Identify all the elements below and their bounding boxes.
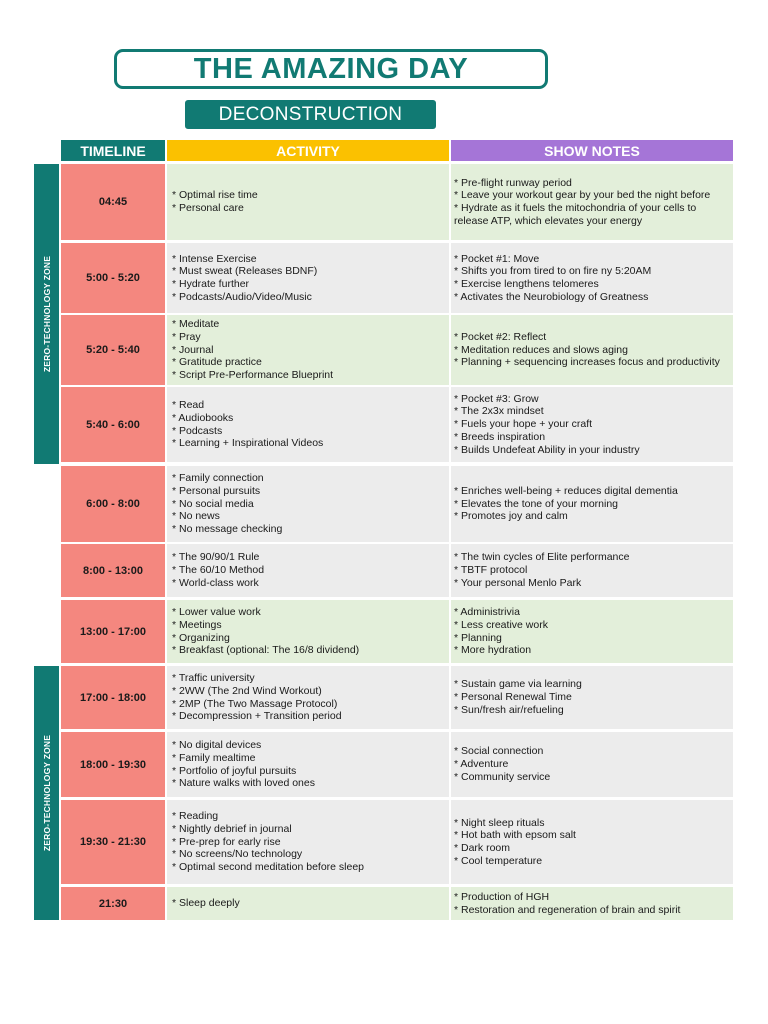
zone-bar-morning <box>34 164 59 464</box>
activity-cell <box>167 600 449 663</box>
time-cell: 6:00 - 8:00 <box>61 466 165 542</box>
activity-cell <box>167 243 449 313</box>
time-cell: 17:00 - 18:00 <box>61 666 165 729</box>
activity-item: * No screens/No technology <box>172 848 303 861</box>
activity-item: * Audiobooks <box>172 411 234 424</box>
notes-cell <box>451 732 733 797</box>
activity-item: * The 60/10 Method <box>172 564 265 577</box>
activity-item: * Read <box>172 399 205 412</box>
time-cell: 04:45 <box>61 164 165 240</box>
note-item: * Planning <box>454 631 502 644</box>
note-item: * The 2x3x mindset <box>454 405 544 418</box>
notes-lines <box>454 393 640 457</box>
time-cell: 13:00 - 17:00 <box>61 600 165 663</box>
notes-lines <box>454 551 629 589</box>
activity-item: * No news <box>172 510 220 523</box>
time-cell: 5:00 - 5:20 <box>61 243 165 313</box>
show-notes-header: SHOW NOTES <box>451 140 733 161</box>
note-item: * Community service <box>454 770 551 783</box>
activity-cell <box>167 800 449 884</box>
note-item: * Pocket #3: Grow <box>454 392 539 405</box>
note-item: * Production of HGH <box>454 890 550 903</box>
note-item: * The twin cycles of Elite performance <box>454 551 630 564</box>
note-item: * Restoration and regeneration of brain and spirit <box>454 903 681 916</box>
note-item: * Pre-flight runway period <box>454 176 572 189</box>
activity-lines <box>172 606 359 657</box>
note-item: * Less creative work <box>454 618 548 631</box>
activity-cell <box>167 544 449 597</box>
activity-item: * Family mealtime <box>172 751 256 764</box>
note-item: * Social connection <box>454 745 544 758</box>
activity-item: * Decompression + Transition period <box>172 710 342 723</box>
note-item: * Hydrate as it fuels the mitochondria of your cells to release ATP, which elevates your energy <box>454 202 697 227</box>
activity-lines <box>172 472 282 536</box>
activity-item: * 2MP (The Two Massage Protocol) <box>172 697 338 710</box>
activity-item: * Podcasts <box>172 424 223 437</box>
notes-lines <box>454 745 550 783</box>
activity-item: * Meditate <box>172 318 220 331</box>
note-item: * Administrivia <box>454 606 520 619</box>
activity-lines <box>172 739 315 790</box>
note-item: * Sun/fresh air/refueling <box>454 703 564 716</box>
note-item: * Pocket #2: Reflect <box>454 330 547 343</box>
table-row <box>61 164 733 240</box>
time-cell: 5:40 - 6:00 <box>61 387 165 462</box>
activity-lines <box>172 551 264 589</box>
notes-lines <box>454 331 720 369</box>
activity-cell <box>167 164 449 240</box>
note-item: * Your personal Menlo Park <box>454 576 582 589</box>
notes-cell <box>451 164 733 240</box>
notes-lines <box>454 678 582 716</box>
time-cell: 18:00 - 19:30 <box>61 732 165 797</box>
note-item: * Hot bath with epsom salt <box>454 829 576 842</box>
note-item: * Leave your workout gear by your bed the night before <box>454 189 711 202</box>
note-item: * Personal Renewal Time <box>454 691 572 704</box>
activity-item: * Optimal rise time <box>172 189 258 202</box>
table-row <box>61 732 733 797</box>
activity-item: * No social media <box>172 497 254 510</box>
activity-item: * Family connection <box>172 472 264 485</box>
activity-item: * Learning + Inspirational Videos <box>172 437 324 450</box>
activity-lines <box>172 810 364 874</box>
activity-lines <box>172 672 342 723</box>
activity-item: * The 90/90/1 Rule <box>172 551 260 564</box>
note-item: * Dark room <box>454 842 511 854</box>
activity-item: * Journal <box>172 343 214 356</box>
activity-item: * Meetings <box>172 618 222 631</box>
activity-cell <box>167 732 449 797</box>
notes-cell <box>451 544 733 597</box>
note-item: * Elevates the tone of your morning <box>454 497 619 510</box>
note-item: * Pocket #1: Move <box>454 252 540 265</box>
notes-lines <box>454 891 680 916</box>
table-row <box>61 387 733 462</box>
note-item: * Activates the Neurobiology of Greatness <box>454 290 649 303</box>
activity-item: * Reading <box>172 810 219 823</box>
activity-item: * Hydrate further <box>172 278 250 290</box>
note-item: * Enriches well-being + reduces digital dementia <box>454 484 678 497</box>
notes-lines <box>454 485 678 523</box>
note-item: * Sustain game via learning <box>454 678 582 691</box>
time-cell: 8:00 - 13:00 <box>61 544 165 597</box>
notes-lines <box>454 177 727 228</box>
activity-lines <box>172 399 323 450</box>
note-item: * Night sleep rituals <box>454 816 545 829</box>
title-box <box>114 49 548 89</box>
note-item: * Fuels your hope + your craft <box>454 418 593 431</box>
activity-item: * No digital devices <box>172 739 262 752</box>
activity-item: * Pre-prep for early rise <box>172 835 281 848</box>
table-row <box>61 243 733 313</box>
activity-item: * Breakfast (optional: The 16/8 dividend) <box>172 644 360 657</box>
notes-lines <box>454 817 576 868</box>
activity-item: * No message checking <box>172 523 283 536</box>
activity-header: ACTIVITY <box>167 140 449 161</box>
activity-lines <box>172 189 258 214</box>
time-cell: 19:30 - 21:30 <box>61 800 165 884</box>
activity-lines <box>172 897 240 910</box>
zone-label-evening: ZERO-TECHNOLOGY ZONE <box>41 734 52 852</box>
table-row <box>61 666 733 729</box>
notes-lines <box>454 606 548 657</box>
note-item: * Planning + sequencing increases focus and productivity <box>454 356 720 369</box>
activity-item: * Gratitude practice <box>172 356 262 369</box>
activity-item: * Pray <box>172 330 201 343</box>
activity-lines <box>172 318 333 382</box>
notes-cell <box>451 387 733 462</box>
activity-cell <box>167 666 449 729</box>
activity-item: * Traffic university <box>172 672 255 685</box>
table-row <box>61 315 733 385</box>
activity-cell <box>167 887 449 920</box>
activity-item: * Intense Exercise <box>172 252 257 265</box>
activity-item: * Lower value work <box>172 606 261 619</box>
subtitle-box <box>185 100 436 129</box>
page-title: THE AMAZING DAY <box>193 52 469 85</box>
activity-cell <box>167 466 449 542</box>
note-item: * More hydration <box>454 644 532 657</box>
note-item: * Cool temperature <box>454 854 543 867</box>
activity-item: * Sleep deeply <box>172 897 240 910</box>
table-row <box>61 800 733 884</box>
activity-item: * Nature walks with loved ones <box>172 777 315 790</box>
table-row <box>61 600 733 663</box>
activity-item: * 2WW (The 2nd Wind Workout) <box>172 684 322 697</box>
notes-cell <box>451 800 733 884</box>
activity-cell <box>167 387 449 462</box>
note-item: * Exercise lengthens telomeres <box>454 278 599 290</box>
table-row <box>61 544 733 597</box>
activity-item: * Portfolio of joyful pursuits <box>172 764 297 777</box>
activity-item: * Script Pre-Performance Blueprint <box>172 369 334 382</box>
activity-item: * Must sweat (Releases BDNF) <box>172 265 318 278</box>
notes-cell <box>451 466 733 542</box>
activity-item: * Personal pursuits <box>172 484 261 497</box>
time-cell: 5:20 - 5:40 <box>61 315 165 385</box>
notes-cell <box>451 666 733 729</box>
note-item: * TBTF protocol <box>454 564 528 577</box>
note-item: * Shifts you from tired to on fire ny 5:20AM <box>454 265 652 278</box>
notes-cell <box>451 887 733 920</box>
note-item: * Builds Undefeat Ability in your industry <box>454 443 640 456</box>
note-item: * Breeds inspiration <box>454 430 546 443</box>
activity-item: * Optimal second meditation before sleep <box>172 861 365 874</box>
notes-lines <box>454 253 651 304</box>
notes-cell <box>451 315 733 385</box>
table-row <box>61 887 733 920</box>
activity-item: * Personal care <box>172 202 244 214</box>
activity-lines <box>172 253 317 304</box>
table-row <box>61 466 733 542</box>
note-item: * Adventure <box>454 758 509 771</box>
activity-item: * Organizing <box>172 631 230 644</box>
zone-bar-evening <box>34 666 59 920</box>
note-item: * Promotes joy and calm <box>454 510 568 523</box>
timeline-header: TIMELINE <box>61 140 165 161</box>
notes-cell <box>451 600 733 663</box>
activity-item: * Podcasts/Audio/Video/Music <box>172 290 312 303</box>
note-item: * Meditation reduces and slows aging <box>454 343 628 356</box>
notes-cell <box>451 243 733 313</box>
activity-item: * Nightly debrief in journal <box>172 822 292 835</box>
page-subtitle: DECONSTRUCTION <box>218 103 403 125</box>
activity-cell <box>167 315 449 385</box>
activity-item: * World-class work <box>172 576 259 589</box>
zone-label-morning: ZERO-TECHNOLOGY ZONE <box>41 255 52 373</box>
time-cell: 21:30 <box>61 887 165 920</box>
